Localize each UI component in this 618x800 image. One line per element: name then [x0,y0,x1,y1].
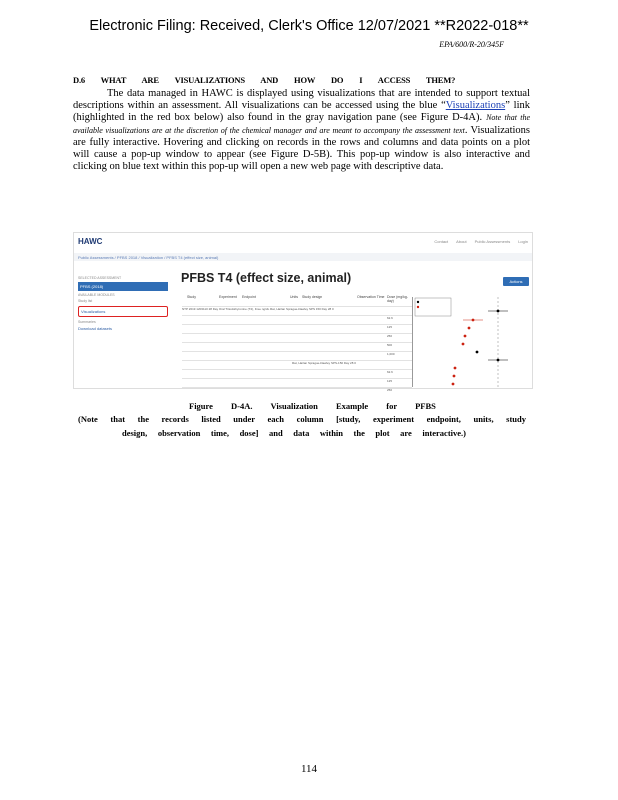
data-point [497,359,500,362]
side-item-visualizations-highlighted[interactable]: Visualizations [78,306,168,317]
para-text-1: The data managed in HAWC is displayed using visualizations that are intended to support textual descriptions within an assessment. All visualizations can be accessed using the blue “ [73,88,530,112]
breadcrumb: Public Assessments / PFBS 2018 / Visualization / PFBS T4 (effect size, animal) [74,253,532,261]
table-row[interactable]: 62.6 [182,315,412,324]
data-point [452,383,455,386]
visualizations-link[interactable]: Visualizations [445,100,506,112]
side-label-modules: AVAILABLE MODULES [78,293,115,297]
side-item-pfbs[interactable]: PFBS (2018) [78,282,168,291]
nav-about[interactable]: About [456,238,467,244]
data-point [454,367,457,370]
col-observation-time[interactable]: Observation Time [357,295,385,299]
table-row[interactable]: 250 [182,333,412,342]
side-item-download-datasets[interactable]: Download datasets [78,326,113,331]
legend-marker-2 [417,306,419,308]
actions-button[interactable]: Actions [503,277,529,286]
body-paragraph [73,88,530,173]
data-point [464,335,467,338]
document-number: EPA/600/R-20/345F [439,40,504,49]
para-text-2: ” link (highlighted in the red box below) also found in the gray navigation pane (see Figure D-4A). [73,100,531,124]
side-label-selected: SELECTED ASSESSMENT [78,276,122,280]
col-study[interactable]: Study [187,295,196,299]
para-italic-note: Note that the available visualizations are at the discretion of the chemical manager and are meant to accompany the assessment text [73,113,530,135]
table-row[interactable]: 1,000 [182,351,412,360]
nav-public-assessments[interactable]: Public Assessments [474,238,511,244]
navigation-pane [78,274,168,333]
data-point [476,351,479,354]
visualization-title: PFBS T4 (effect size, animal) [181,271,352,285]
figure-caption-title: Figure D-4A. Visualization Example for PFBS [189,401,436,411]
table-row[interactable]: 250 [182,387,412,396]
data-point [472,319,475,322]
col-units[interactable]: Units [290,295,298,299]
side-item-summaries[interactable]: Summaries [78,320,96,324]
table-row[interactable]: Rat, Harlan Sprague-Dawley SPS-150 Day 28 0 [182,360,412,369]
section-heading: D.6 WHAT ARE VISUALIZATIONS AND HOW DO I ACCESS THEM? [73,75,456,85]
figure-caption-note-line2: design, observation time, dose] and data within the plot are interactive.) [122,428,466,438]
col-dose[interactable]: Dose (mg/kg-day) [387,295,409,303]
figure-caption-note-line1: (Note that the records listed under each column [study, experiment endpoint, units, study [78,414,526,424]
data-point [468,327,471,330]
para-text-3: . Visualizations are fully interactive. Hovering and clicking on records in the rows and columns and data points on a plot will cause a pop-up window to appear (see Figure D-5B). This pop-up window is also interactive and clicking on blue text within this pop-up will open a new web page with descriptive data. [73,124,530,173]
side-item-study-list[interactable]: Study list [78,299,93,303]
page-number: 114 [300,763,318,775]
nav-contact[interactable]: Contact [434,238,449,244]
hawc-logo: HAWC [78,236,103,246]
hawc-top-nav [434,239,528,244]
plot-legend [415,298,451,316]
table-row[interactable]: 500 [182,342,412,351]
hawc-screenshot-figure [73,232,533,392]
data-table [182,306,412,396]
nav-login[interactable]: Login [518,238,528,244]
col-study-design[interactable]: Study design [302,295,323,299]
data-point [462,343,465,346]
effect-size-plot[interactable] [412,297,533,387]
filing-header: Electronic Filing: Received, Clerk's Office 12/07/2021 **R2022-018** [89,18,529,34]
table-row[interactable]: 125 [182,378,412,387]
table-row[interactable]: 62.6 [182,369,412,378]
data-point [453,375,456,378]
hawc-topbar [74,233,532,249]
legend-marker-1 [417,301,419,303]
data-point [497,310,500,313]
table-row[interactable]: 125 [182,324,412,333]
col-experiment[interactable]: Experiment [219,295,237,299]
col-endpoint[interactable]: Endpoint [242,295,256,299]
table-row[interactable]: NTP 2019 1203110 28 Day Oral Triiodothyronine (T4), Free ng/dL Rat, Harlan Sprague-Dawley SPS 150 Day 28 0 [182,306,412,315]
